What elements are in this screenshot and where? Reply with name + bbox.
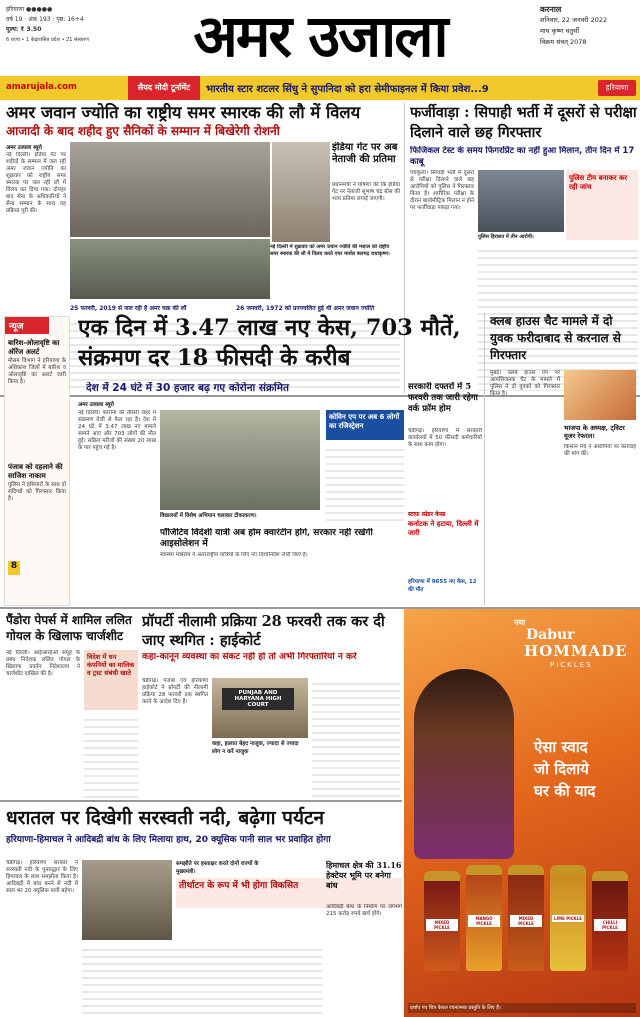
story2-body: पंचकूला। सिपाही भर्ती में दूसरों से परीक्षा दिलाने वाले छह आरोपियों को पुलिस ने गिरफ्तार किया है। शारीरिक परीक्षा के दौरान बायोमीट्रिक मिलान न होने पर फर्जीवाड़ा पकड़ा गया।: [410, 170, 474, 211]
column-divider-2: [484, 313, 485, 605]
story3-body: नई दिल्ली। कोरोना की तीसरी लहर में संक्रमण तेजी से फैल रहा है। देश में 24 घंटे में 3.47 लाख नए मामले सामने आए और 703 लोगों की मौत हुई। सक्रिय मरीजों की संख्या 20 लाख के पार पहुंच गई है।: [78, 410, 156, 451]
story7-photo-caption: कहा, हालात बेहद नाजुक, ज्यादा से ज्यादा लोग न करें नाजुक: [212, 741, 299, 755]
edition: हरियाणा ●●●●●: [6, 6, 53, 13]
story3-sub-headline: पॉजिटिव विदेशी यात्री अब होम क्वारंटीन होंगे, सरकार नहीं रखेगी आइसोलेशन में: [160, 528, 373, 549]
story8-side-headline: हिमाचल क्षेत्र की 31.16 हेक्टेयर भूमि पर बनेगा बांध: [326, 860, 402, 890]
story3-pill: कोविन एप पर अब 6 लोगों का रजिस्ट्रेशन: [326, 410, 404, 440]
news-item-2-body: पुलिस ने हथियारों के साथ दो संदिग्धों को गिरफ्तार किया है।: [8, 482, 66, 502]
city: करनाल: [540, 5, 562, 14]
story8-box-headline: तीर्थाटन के रूप में भी होगा विकसित: [179, 881, 299, 891]
story2-headline: फर्जीवाड़ा : सिपाही भर्ती में दूसरों से परीक्षा दिलाने वाले छह गिरफ्तार: [410, 104, 637, 141]
story5-side-body: किसान मंच ने आरोपियों पर कार्रवाई की मांग की।: [564, 444, 636, 457]
edition-note: 6 राज्य • 1 केंद्रशासित प्रदेश • 21 संस्करण: [6, 37, 89, 43]
story6-body: नई दिल्ली। आईआरईओ समूह के प्रबंध निदेशक ललित गोयल के खिलाफ प्रवर्तन निदेशालय ने चार्जशीट दाखिल की है।: [6, 650, 80, 677]
story5-side-headline: भाजपा के अध्यक्ष, ट्विटर यूजर रेफरल।: [564, 424, 625, 440]
news-item-2-headline: पंजाब को दहलाने की साजिश नाकाम: [8, 462, 63, 480]
hindi-date: माघ कृष्ण चतुर्थी: [540, 27, 579, 35]
story1-headline: अमर जवान ज्योति का राष्ट्रीय समर स्मारक की लौ में विलय: [6, 103, 361, 122]
story2-photo: [478, 170, 564, 232]
story5-photo: [564, 370, 636, 420]
ad-slogan-1: ऐसा स्वाद: [534, 738, 588, 756]
story1-photo-caption: नई दिल्ली में शुक्रवार को अमर जवान ज्योति की मशाल को राष्ट्रीय समर स्मारक की लौ में विलय करते एयर मार्शल बलभद्र राधाकृष्ण।: [270, 244, 390, 257]
story3-byline: अमर उजाला ब्यूरो: [78, 402, 114, 408]
story7-body-continued: [312, 678, 400, 798]
story1-photo-b: [70, 239, 270, 299]
story3-subhead: देश में 24 घंटे में 30 हजार बढ़ गए कोरोना संक्रमित: [86, 382, 290, 394]
ad-model: [414, 669, 514, 859]
story6-body-continued: [84, 714, 138, 798]
news-item-1-headline: बारिश-ओलावृष्टि का ऑरेंज अलर्ट: [8, 338, 60, 356]
story7-headline: प्रॉपर्टी नीलामी प्रक्रिया 28 फरवरी तक कर दी जाए स्थगित : हाईकोर्ट: [142, 613, 385, 649]
ad-sub: PICKLES: [550, 661, 593, 669]
strip-teaser[interactable]: भारतीय स्टार शटलर सिंधु ने सुपानिदा को हरा सेमीफाइनल में किया प्रवेश...9: [206, 84, 489, 95]
newspaper-logo: अमर उजाला: [193, 2, 447, 70]
story4-footer: हरियाणा में 9655 नए केस, 12 की मौत: [408, 579, 477, 593]
story1-subhead: आजादी के बाद शहीद हुए सैनिकों के सम्मान में बिखेरेगी रोशनी: [6, 124, 280, 138]
story7-subhead: कहा-कानून व्यवस्था का संकट नहीं हो तो अभी गिरफ्तारियां न करें: [142, 652, 357, 662]
ad-brand: Dabur: [526, 627, 575, 643]
news-page-ref: 8: [8, 561, 20, 575]
story8-side-body: आदिबद्री बांध के निर्माण पर लगभग 215 करोड़ रुपये खर्च होंगे।: [326, 904, 402, 917]
story2-box: [566, 170, 638, 240]
news-box: [4, 316, 70, 606]
story8-body-continued: [82, 944, 322, 1014]
strip-tag: सैयद मोदी टूर्नामेंट: [128, 76, 200, 100]
high-court-photo: [212, 678, 308, 738]
volume: वर्ष 19 · अंक 193 · पृष्ठ: 16+4: [6, 16, 84, 23]
story4-headline: सरकारी दफ्तरों में 5 फरवरी तक जारी रहेगा वर्क फ्रॉम होम: [408, 382, 478, 414]
ad-slogan-2: जो दिलाये: [534, 760, 589, 778]
court-sign: PUNJAB AND HARYANA HIGH COURT: [222, 688, 294, 710]
story8-subhead: हरियाणा-हिमाचल ने आदिबद्री बांध के लिए मिलाया हाथ, 20 क्यूसिक पानी साल भर प्रवाहित होगा: [6, 835, 331, 845]
ad-tag: नया: [514, 618, 526, 627]
ad-slogan-3: घर की याद: [534, 782, 596, 800]
story8-photo: [82, 860, 172, 940]
story3-pill-body: [326, 444, 404, 524]
news-box-label: न्यूज: [5, 317, 49, 334]
story1-side-body: प्रधानमंत्री ने घोषणा की कि इंडिया गेट पर नेताजी सुभाष चंद्र बोस की भव्य प्रतिमा लगाई जाएगी।: [332, 182, 400, 202]
region-badge: हरियाणा: [598, 80, 636, 96]
story2-subhead: फिजिकल टेस्ट के समय फिंगरप्रिंट का नहीं हुआ मिलान, तीन दिन में 17 काबू: [410, 146, 635, 167]
story1-side-headline: इंडिया गेट पर अब नेताजी की प्रतिमा: [332, 142, 398, 165]
news-item-1-body: मौसम विभाग ने हरियाणा के अधिकांश जिलों में बारिश व ओलावृष्टि का अलर्ट जारी किया है।: [8, 358, 66, 385]
section-divider-3: [0, 800, 402, 802]
story5-headline: क्लब हाउस चैट मामले में दो युवक फरीदाबाद से करनाल से गिरफ्तार: [490, 314, 621, 362]
story1-note2: 26 जनवरी, 1972 को प्रज्ज्वलित हुई थी अमर जवान ज्योति: [236, 305, 375, 312]
story3-photo-caption: विद्यालयों में विशेष अभियान चलाकर टीकाकरण।: [160, 513, 257, 519]
dabur-ad[interactable]: [404, 609, 640, 1017]
story8-photo-caption: समझौते पर हस्ताक्षर करते दोनों राज्यों के मुख्यमंत्री।: [176, 861, 259, 875]
india-gate-photo: [272, 142, 330, 242]
story6-box: [84, 650, 138, 710]
story2-box-headline: पुलिस टीम बनाकर कर रही जांच: [569, 173, 628, 191]
story3-photo: [160, 410, 320, 510]
samvat: विक्रम संवत् 2078: [540, 38, 587, 46]
masthead-left: [6, 5, 124, 45]
ad-jar-5: CHILLI PICKLE: [592, 871, 628, 971]
story8-headline: धरातल पर दिखेगी सरस्वती नदी, बढ़ेगा पर्यटन: [6, 807, 325, 829]
story4-sub-label: स्टाफ़ स्प्रेडर केस्ड: [408, 511, 446, 518]
ad-footer: दर्शाए गए चित्र केवल रचनात्मक प्रस्तुति के लिए हैं।: [408, 1003, 636, 1013]
story2-photo-caption: पुलिस हिरासत में तीन आरोपी।: [478, 234, 534, 240]
ad-jar-1: MIXED PICKLE: [424, 871, 460, 971]
price: मूल्य: ₹ 3.50: [6, 26, 42, 33]
story7-body: चंडीगढ़। पंजाब एवं हरियाणा हाईकोर्ट ने प्रॉपर्टी की नीलामी प्रक्रिया 28 फरवरी तक स्थगित करने के आदेश दिए हैं।: [142, 678, 208, 705]
story8-body: चंडीगढ़। हरियाणा सरकार ने सरस्वती नदी के पुनरुद्धार के लिए हिमाचल के साथ समझौता किया है। आदिबद्री में बांध बनने से नदी में साल भर 20 क्यूसिक पानी बहेगा।: [6, 860, 78, 894]
story1-note1: 25 फरवरी, 2019 से जल रही है अमर चक्र की लौ: [70, 305, 187, 312]
ad-jar-3: MIXED PICKLE: [508, 865, 544, 971]
story1-photo: [70, 142, 270, 237]
story3-headline: एक दिन में 3.47 लाख नए केस, 703 मौतें, संक्रमण दर 18 फीसदी के करीब: [78, 315, 461, 371]
story4-body: चंडीगढ़। हरियाणा में सरकारी कार्यालयों में 50 फीसदी कर्मचारियों के साथ काम होगा।: [408, 428, 482, 448]
website-link[interactable]: amarujala.com: [6, 82, 77, 92]
story1-body: नई दिल्ली। इंडिया गेट पर शहीदों के सम्मान में जल रही अमर जवान ज्योति का शुक्रवार को राष्ट्रीय समर स्मारक पर जल रही लौ में विलय कर दिया गया। दोपहर बाद सेना के अधिकारियों ने सैन्य सम्मान के साथ यह प्रक्रिया पूरी की।: [6, 152, 66, 214]
story5-body: मुंबई। क्लब हाउस एप पर आपत्तिजनक चैट के मामले में पुलिस ने दो युवकों को गिरफ्तार किया है।: [490, 370, 560, 397]
story1-byline: अमर उजाला ब्यूरो: [6, 145, 42, 151]
ad-product: HOMMADE: [524, 642, 628, 660]
top-strip: [0, 76, 640, 100]
ad-jar-4: LIME PICKLE: [550, 865, 586, 971]
masthead-right: [540, 4, 640, 48]
date: शनिवार, 22 जनवरी 2022: [540, 16, 608, 24]
story6-box-headline: विदेश में धन कंपनियों का मालिक व ट्रस्ट संबंधी खाते: [87, 653, 135, 677]
ad-jar-2: MANGO PICKLE: [466, 865, 502, 971]
story3-sub-body: स्वास्थ्य मंत्रालय ने अंतरराष्ट्रीय यात्रियों के लिए नए दिशानिर्देश जारी किए हैं।: [160, 552, 308, 558]
story6-headline: पैंडोरा पेपर्स में शामिल ललित गोयल के खिलाफ चार्जशीट: [6, 613, 132, 643]
story4-sub-headline: कर्नाटक ने हटाया, दिल्ली में जारी: [408, 519, 479, 537]
